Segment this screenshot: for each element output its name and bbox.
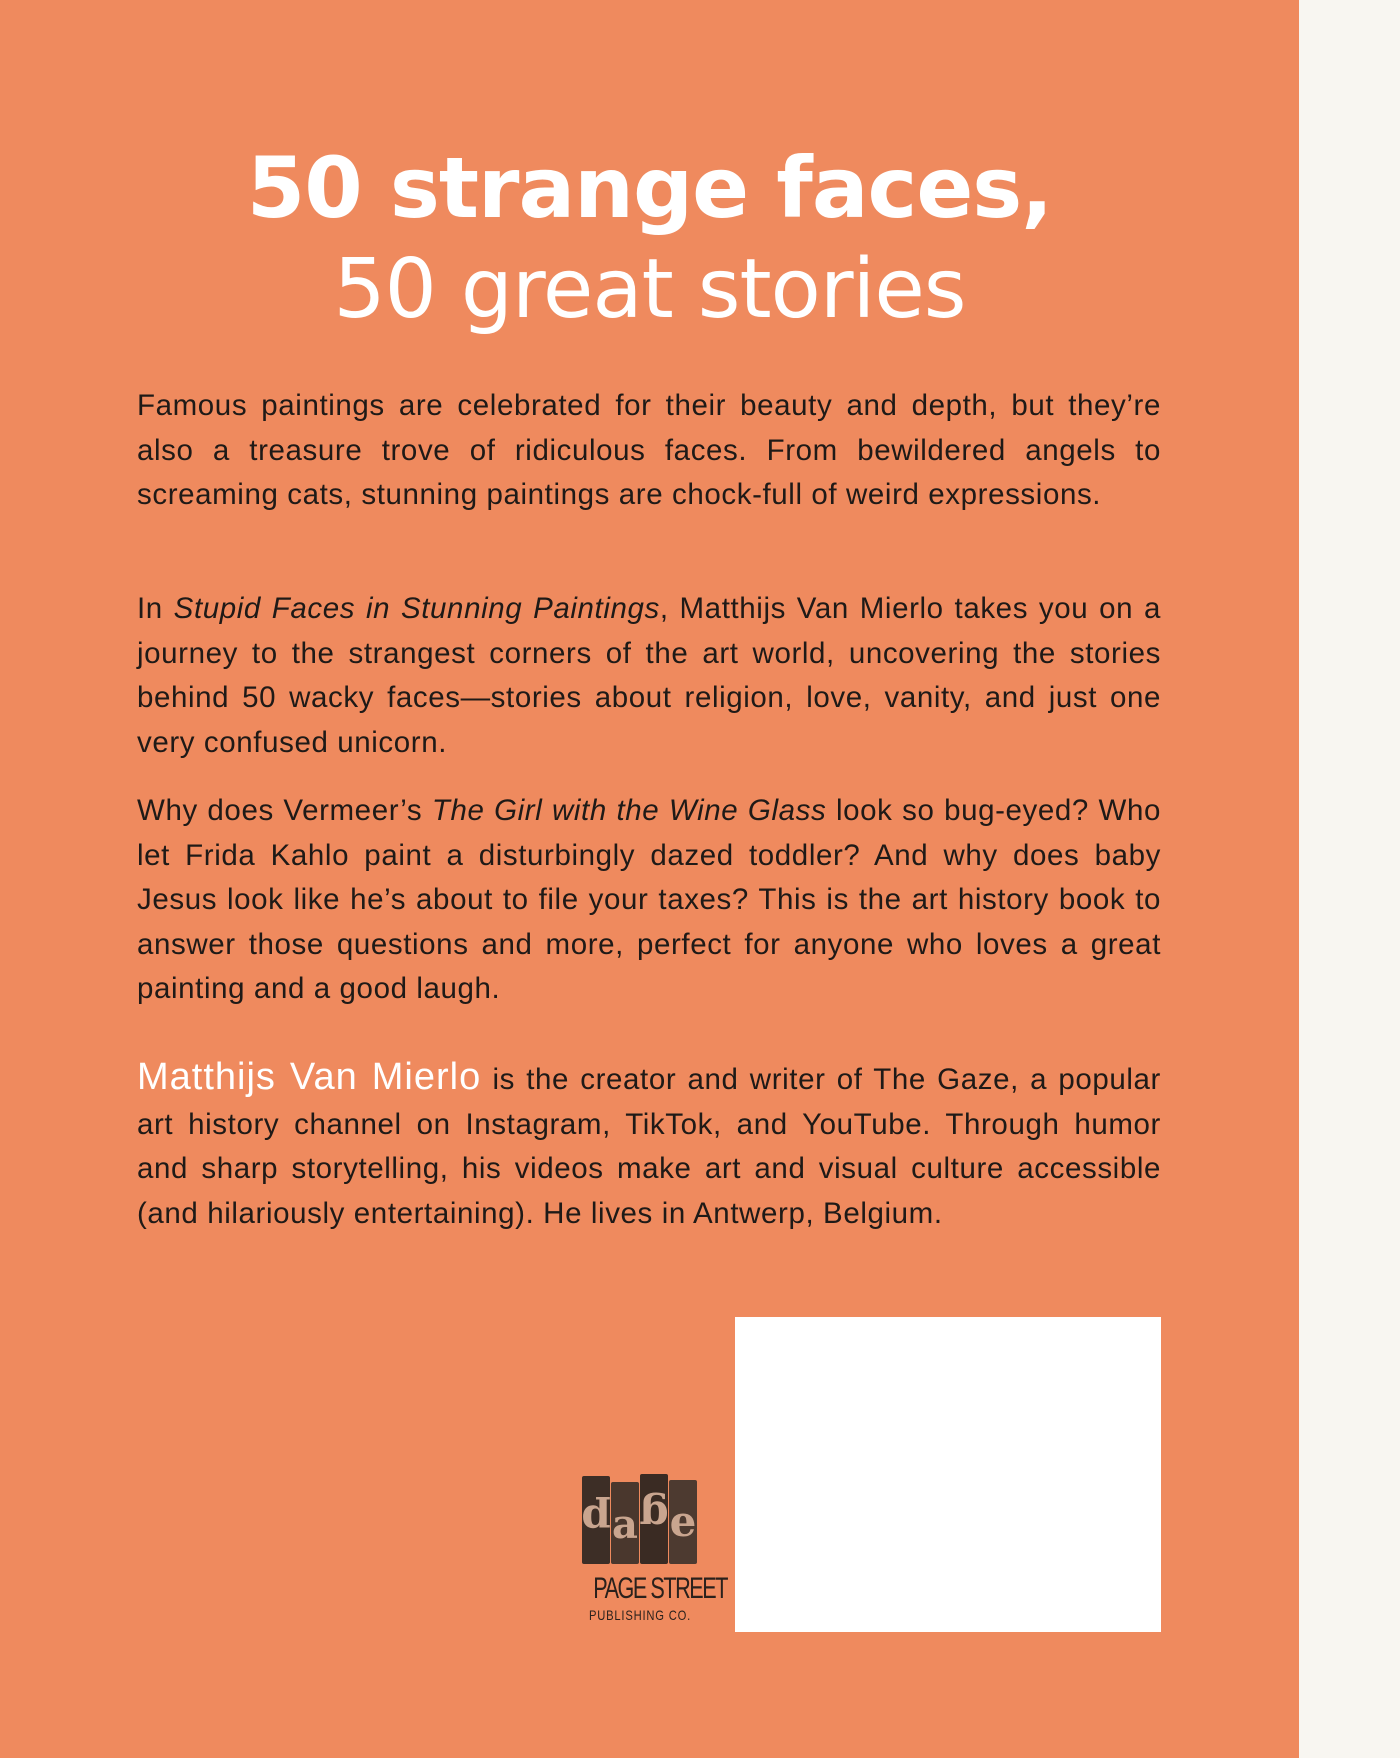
- headline-light: 50 great stories: [333, 242, 966, 337]
- svg-text:a: a: [612, 1501, 638, 1548]
- barcode-area: [735, 1317, 1161, 1632]
- paragraph-3-rest: look so bug-eyed? Who let Frida Kahlo paint a disturbingly dazed toddler? And why does baby Jesus look like he’s about to file your taxes? This is the art history book to answer those questions and more, perfect for anyone who loves a great painting and a good laugh.: [137, 794, 1161, 1005]
- author-bio: [137, 1055, 1161, 1236]
- page-edge-margin: [1299, 0, 1400, 1758]
- headline-bold: 50 strange faces,: [246, 139, 1053, 237]
- svg-text:e: e: [669, 1497, 697, 1546]
- svg-text:p: p: [581, 1496, 611, 1545]
- paragraph-2-prefix: In: [137, 592, 174, 625]
- paragraph-2-rest: , Matthijs Van Mierlo takes you on a journey to the strangest corners of the art world, uncovering the stories behind 50 wacky faces—stories about religion, love, vanity, and just one very confused unicorn.: [137, 592, 1161, 759]
- blurb-paragraph-1: Famous paintings are celebrated for their beauty and depth, but they’re also a treasure trove of ridiculous faces. From bewildered angels to screaming cats, stunning paintings are chock-full of weird expressions.: [137, 389, 1161, 511]
- letterpress-blocks-icon: [580, 1472, 700, 1568]
- publisher-name: PAGE STREET: [593, 1572, 727, 1605]
- svg-text:g: g: [639, 1492, 669, 1541]
- paragraph-3-prefix: Why does Vermeer’s: [137, 794, 432, 827]
- blurb-paragraph-3: [137, 789, 1161, 1012]
- publisher-logo: [575, 1472, 727, 1637]
- book-title: Stupid Faces in Stunning Paintings: [173, 592, 660, 625]
- blurb-paragraph-2: [137, 587, 1161, 765]
- publisher-subtitle: PUBLISHING CO.: [588, 1607, 692, 1623]
- author-bio-text: is the creator and writer of The Gaze, a popular art history channel on Instagram, TikTok, and YouTube. Through humor and sharp storytelling, his videos make art and visual culture accessible (and hilariously entertaining). He lives in Antwerp, Belgium.: [137, 1063, 1161, 1230]
- author-name: Matthijs Van Mierlo: [137, 1056, 482, 1098]
- painting-title: The Girl with the Wine Glass: [431, 794, 827, 827]
